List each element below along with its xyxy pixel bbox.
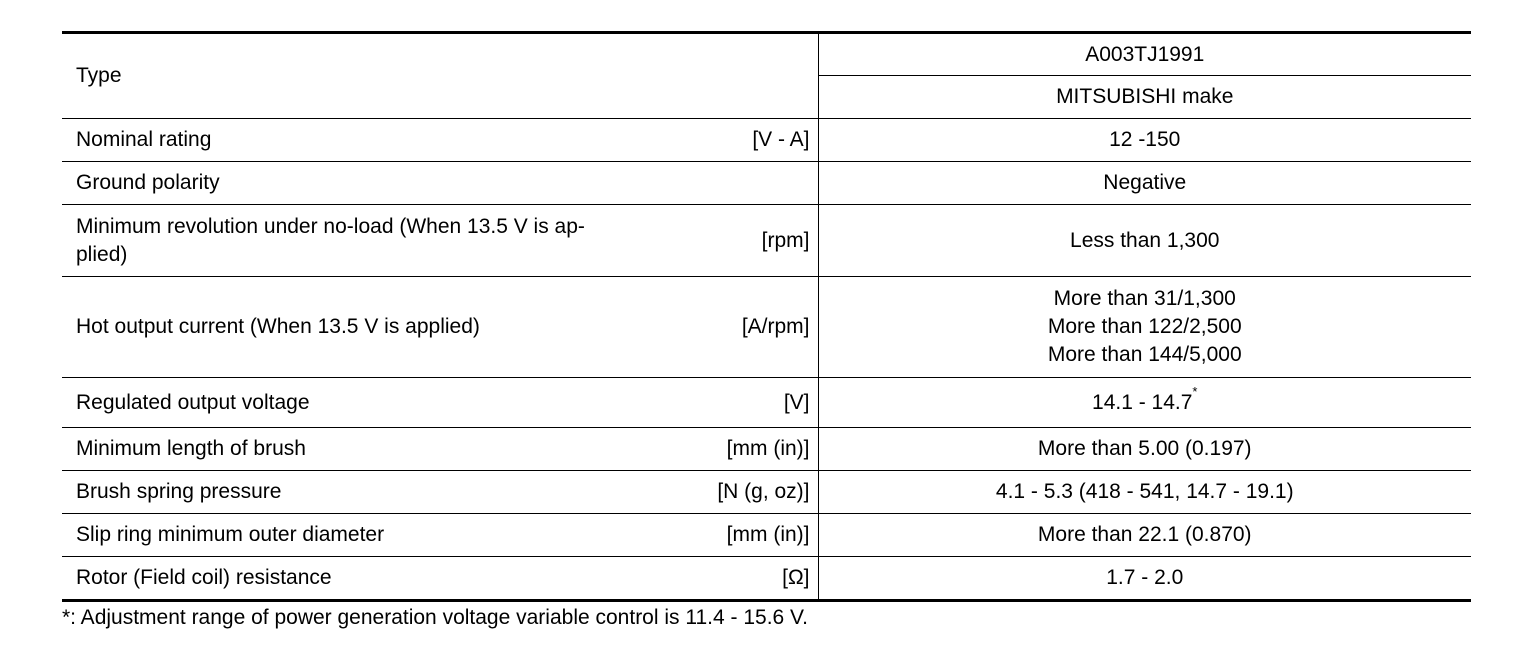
row-value: More than 5.00 (0.197) [818,428,1471,471]
table-row [62,162,1471,205]
row-label: Hot output current (When 13.5 V is applied) [62,277,647,378]
row-label: Slip ring minimum outer diameter [62,514,647,557]
table-row [62,205,1471,277]
row-label: Regulated output voltage [62,378,647,428]
row-value [818,277,1471,378]
row-unit: [rpm] [647,205,818,277]
value-line: More than 144/5,000 [1047,343,1242,366]
row-unit [647,162,818,205]
row-value [818,378,1471,428]
table-row [62,514,1471,557]
row-unit: [V] [647,378,818,428]
type-model: A003TJ1991 [818,33,1471,76]
table-row [62,378,1471,428]
value-line: More than 122/2,500 [1047,315,1242,338]
row-label: Brush spring pressure [62,471,647,514]
row-label-line: plied) [76,242,128,266]
row-unit: [Ω] [647,557,818,601]
row-unit: [V - A] [647,119,818,162]
value-line: More than 31/1,300 [1053,287,1236,310]
footnote: *: Adjustment range of power generation voltage variable control is 11.4 - 15.6 V. [62,606,808,629]
row-unit: [mm (in)] [647,428,818,471]
table-row [62,33,1471,76]
row-value: More than 22.1 (0.870) [818,514,1471,557]
spec-table [62,31,1471,602]
row-label: Rotor (Field coil) resistance [62,557,647,601]
row-value: Less than 1,300 [818,205,1471,277]
row-label [62,205,647,277]
row-unit: [A/rpm] [647,277,818,378]
row-value: 1.7 - 2.0 [818,557,1471,601]
row-unit: [N (g, oz)] [647,471,818,514]
row-value: 4.1 - 5.3 (418 - 541, 14.7 - 19.1) [818,471,1471,514]
value-text: 14.1 - 14.7 [1092,390,1193,414]
table-row [62,119,1471,162]
row-label-line: Minimum revolution under no-load (When 13.5 V is ap- [76,214,585,238]
row-label: Minimum length of brush [62,428,647,471]
table-row [62,557,1471,601]
type-make: MITSUBISHI make [818,76,1471,119]
row-value: 12 -150 [818,119,1471,162]
table-row [62,471,1471,514]
table-row [62,428,1471,471]
row-value: Negative [818,162,1471,205]
table-row [62,277,1471,378]
row-label: Nominal rating [62,119,647,162]
row-unit: [mm (in)] [647,514,818,557]
row-label: Ground polarity [62,162,647,205]
type-label: Type [62,33,818,119]
footnote-mark: * [1192,383,1198,399]
